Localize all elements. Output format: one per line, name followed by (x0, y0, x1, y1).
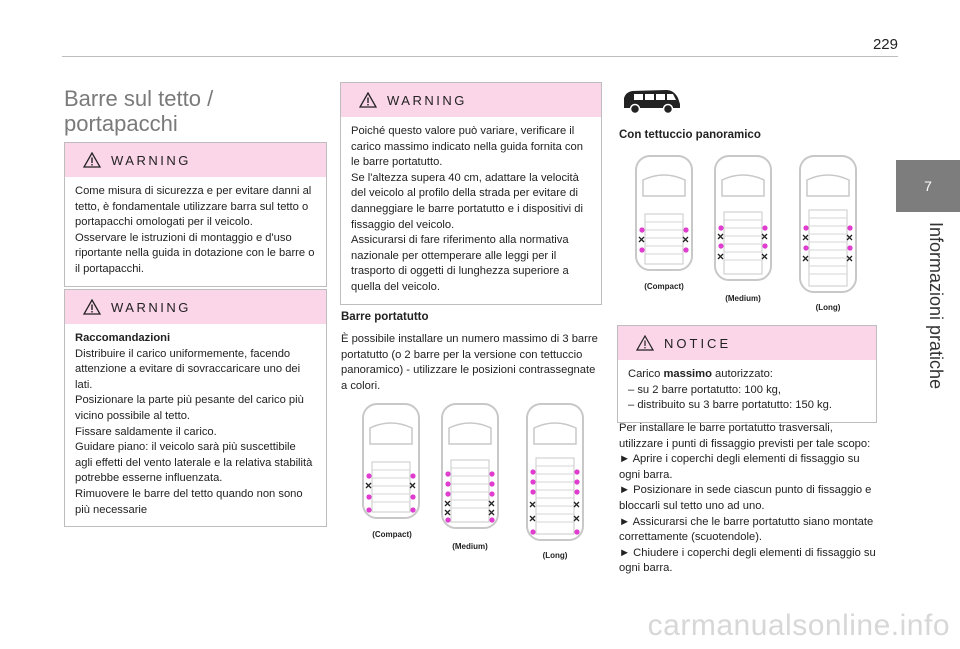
warning-text: Distribuire il carico uniformemente, facendo attenzione a evitare di sovraccaricare uno dei lati. Posizionare la parte più pesante del carico più vicino possibile al tetto. Fissare saldamente il carico. Guidare piano: il veicolo sarà più suscettibile agli effetti del vento laterale e la relativa stabilità potrebbe esserne influenzata. Rimuovere le barre del tetto quando non sono più necessarie (75, 347, 313, 516)
pano-caption-long: (Long) (815, 303, 841, 312)
pano-diagram-medium (712, 150, 774, 284)
warning-icon (359, 92, 377, 108)
header-rule (62, 56, 898, 57)
warning-header (65, 290, 326, 324)
barre-title: Barre portatutto (341, 311, 429, 323)
pano-caption-medium: (Medium) (725, 294, 761, 303)
warning-box-1 (64, 142, 327, 287)
pano-diagram-compact (633, 150, 695, 274)
notice-label: NOTICE (664, 335, 732, 351)
warning-header (341, 83, 601, 117)
warning-label: WARNING (111, 299, 191, 315)
page-title-line2: portapacchi (64, 111, 178, 136)
chapter-tab[interactable]: 7 (896, 160, 960, 212)
warning-text: Come misura di sicurezza e per evitare danni al tetto, è fondamentale utilizzare barra sul tetto o portapacchi omologati per il veicolo. Osservare le istruzioni di montaggio e d'uso riportante nella guida in dotazione con le barre o il portapacchi. (75, 185, 315, 275)
notice-icon (636, 335, 654, 351)
caption-compact: (Compact) (372, 530, 412, 539)
caption-medium: (Medium) (452, 542, 488, 551)
page-title-line1: Barre sul tetto / (64, 86, 214, 111)
notice-line1 (628, 367, 866, 383)
notice-box (617, 325, 877, 423)
car-diagram-long (524, 398, 586, 544)
car-diagram-compact (360, 398, 422, 522)
pano-diagram-long (797, 150, 859, 296)
pano-caption-compact: (Compact) (644, 282, 684, 291)
van-icon (618, 86, 682, 116)
barre-text: È possibile installare un numero massimo di 3 barre portatutto (o 2 barre per la versione con tettuccio panoramico) - utilizzare le posizioni contrassegnate a colori. (341, 333, 598, 392)
warning-box-3 (340, 82, 602, 305)
install-step-2: ► Posizionare in sede ciascun punto di fissaggio e bloccarli sul tetto uno ad uno. (619, 484, 872, 512)
warning-body (65, 324, 326, 526)
warning-icon (83, 299, 101, 315)
chapter-title: Informazioni pratiche (926, 222, 946, 390)
warning-label: WARNING (387, 92, 467, 108)
warning-box-2 (64, 289, 327, 527)
install-step-4: ► Chiudere i coperchi degli elementi di fissaggio su ogni barra. (619, 546, 876, 575)
install-instructions (619, 421, 877, 577)
install-intro: Per installare le barre portatutto trasversali, utilizzare i punti di fissaggio previsti per tale scopo: (619, 422, 871, 450)
page-title (64, 86, 324, 136)
notice-text-pre: Carico (628, 368, 664, 380)
warning-text: Poiché questo valore può variare, verificare il carico massimo indicato nella guida fornita con le barre portatutto. Se l'altezza supera 40 cm, adattare la velocità del veicolo al profilo della strada per evitare di danneggiare le barre portatutto e i dispositivi di fissaggio del veicolo. Assicurarsi di fare riferimento alla normativa nazionale per ottemperare alle leggi per il trasporto di oggetti di lunghezza superiore a quella del veicolo. (351, 125, 583, 293)
caption-long: (Long) (542, 551, 568, 560)
warning-label: WARNING (111, 152, 191, 168)
notice-item-1: – su 2 barre portatutto: 100 kg, (628, 383, 781, 396)
notice-body (618, 360, 876, 422)
notice-text-bold: massimo (663, 368, 712, 380)
warning-title: Raccomandazioni (75, 332, 171, 344)
page-number: 229 (872, 36, 898, 53)
install-step-1: ► Aprire i coperchi degli elementi di fissaggio su ogni barra. (619, 453, 860, 481)
warning-header (65, 143, 326, 177)
install-step-3: ► Assicurarsi che le barre portatutto siano montate correttamente (scuotendole). (619, 515, 874, 544)
panoramic-title: Con tettuccio panoramico (619, 129, 761, 141)
car-diagram-medium (439, 398, 501, 532)
notice-header (618, 326, 876, 360)
watermark: carmanualsonline.info (647, 609, 950, 642)
notice-item-2: – distribuito su 3 barre portatutto: 150 kg. (628, 399, 832, 412)
warning-icon (83, 152, 101, 168)
notice-text-post: autorizzato: (711, 368, 773, 380)
